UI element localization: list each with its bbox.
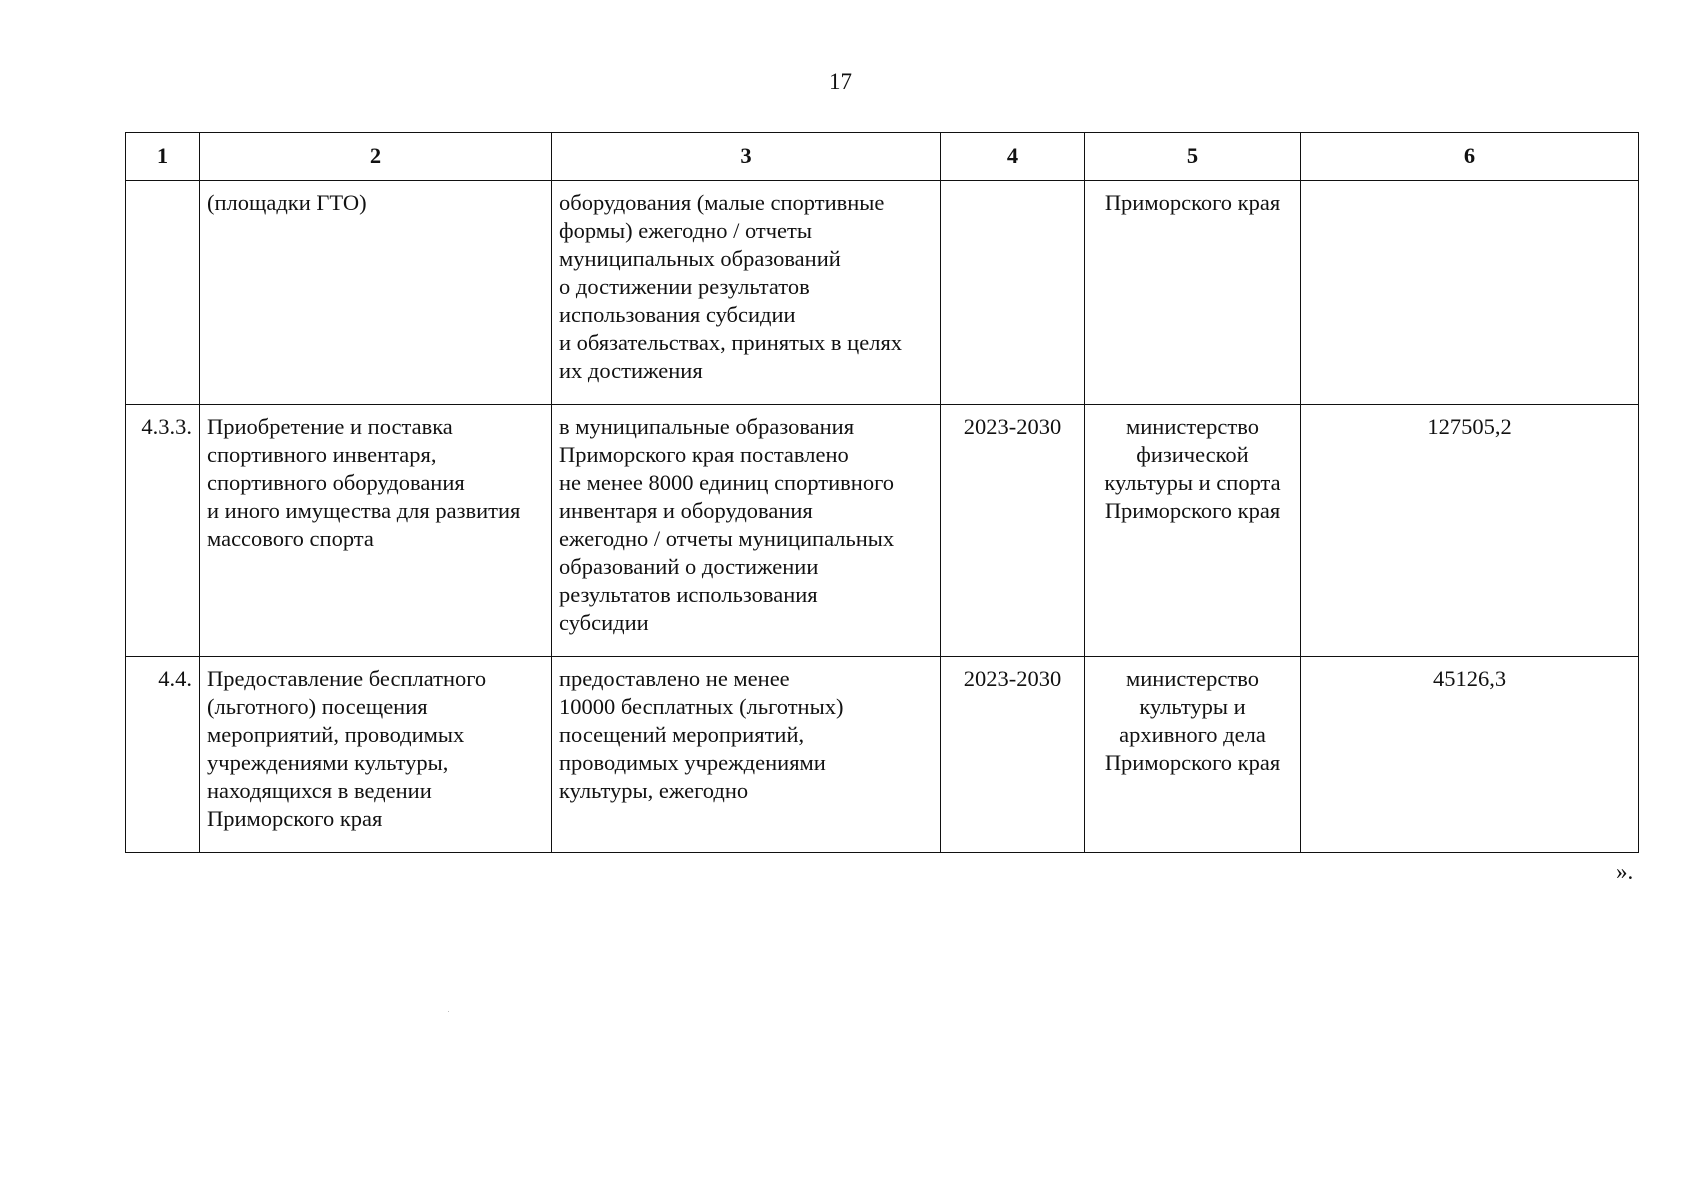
responsible-executor-cell-line: министерство — [1126, 666, 1259, 691]
result-description-cell-line: проводимых учреждениями — [559, 750, 826, 775]
result-description-cell-line: в муниципальные образования — [559, 414, 855, 439]
result-description-cell-line: инвентаря и оборудования — [559, 498, 813, 523]
activity-name-cell-line: Приобретение и поставка — [207, 414, 453, 439]
result-description-cell-line: оборудования (малые спортивные — [559, 190, 885, 215]
period-cell — [941, 181, 1085, 405]
responsible-executor-cell — [1085, 181, 1301, 405]
scan-artifact — [448, 1011, 449, 1012]
result-description-cell-line: результатов использования — [559, 582, 818, 607]
activity-name-cell-line: (льготного) посещения — [207, 694, 428, 719]
result-description-cell — [552, 181, 941, 405]
period-cell: 2023-2030 — [941, 657, 1085, 853]
activity-name-cell-line: и иного имущества для развития — [207, 498, 521, 523]
responsible-executor-cell-line: культуры и спорта — [1104, 470, 1281, 495]
result-description-cell-line: субсидии — [559, 610, 649, 635]
activity-name-cell-line: массового спорта — [207, 526, 374, 551]
activity-name-cell — [200, 181, 552, 405]
result-description-cell-line: посещений мероприятий, — [559, 722, 805, 747]
result-description-cell-line: ежегодно / отчеты муниципальных — [559, 526, 895, 551]
row-number-cell: 4.3.3. — [126, 405, 200, 657]
funding-amount-cell: 45126,3 — [1301, 657, 1639, 853]
funding-amount-cell: 127505,2 — [1301, 405, 1639, 657]
responsible-executor-cell — [1085, 405, 1301, 657]
activity-name-cell-line: Приморского края — [207, 806, 383, 831]
result-description-cell-line: формы) ежегодно / отчеты — [559, 218, 812, 243]
responsible-executor-cell — [1085, 657, 1301, 853]
activity-name-cell-line: спортивного оборудования — [207, 470, 465, 495]
result-description-cell-line: 10000 бесплатных (льготных) — [559, 694, 844, 719]
result-description-cell-line: культуры, ежегодно — [559, 778, 749, 803]
result-description-cell — [552, 657, 941, 853]
page-number: 17 — [829, 69, 852, 94]
table-row — [126, 181, 1639, 405]
responsible-executor-cell-line: физической — [1136, 442, 1249, 467]
activity-name-cell-line: учреждениями культуры, — [207, 750, 449, 775]
responsible-executor-cell-line: Приморского края — [1104, 190, 1281, 215]
column-header-5: 5 — [1085, 133, 1301, 181]
responsible-executor-cell-line: министерство — [1126, 414, 1259, 439]
result-description-cell-line: не менее 8000 единиц спортивного — [559, 470, 895, 495]
row-number-cell: 4.4. — [126, 657, 200, 853]
table-row — [126, 405, 1639, 657]
funding-amount-cell — [1301, 181, 1639, 405]
table-row — [126, 657, 1639, 853]
program-table — [125, 132, 1639, 853]
closing-quote-mark: ». — [1616, 859, 1634, 884]
column-header-3: 3 — [552, 133, 941, 181]
table-body — [126, 181, 1639, 853]
result-description-cell-line: образований о достижении — [559, 554, 819, 579]
activity-name-cell — [200, 657, 552, 853]
activity-name-cell-line: мероприятий, проводимых — [207, 722, 465, 747]
row-number-cell — [126, 181, 200, 405]
result-description-cell-line: использования субсидии — [559, 302, 796, 327]
table-header-row — [126, 133, 1639, 181]
result-description-cell — [552, 405, 941, 657]
activity-name-cell — [200, 405, 552, 657]
responsible-executor-cell-line: Приморского края — [1104, 750, 1281, 775]
result-description-cell-line: и обязательствах, принятых в целях — [559, 330, 903, 355]
result-description-cell-line: Приморского края поставлено — [559, 442, 849, 467]
result-description-cell-line: о достижении результатов — [559, 274, 810, 299]
responsible-executor-cell-line: Приморского края — [1104, 498, 1281, 523]
column-header-4: 4 — [941, 133, 1085, 181]
activity-name-cell-line: находящихся в ведении — [207, 778, 432, 803]
activity-name-cell-line: Предоставление бесплатного — [207, 666, 487, 691]
column-header-2: 2 — [200, 133, 552, 181]
result-description-cell-line: их достижения — [559, 358, 703, 383]
responsible-executor-cell-line: культуры и — [1139, 694, 1246, 719]
result-description-cell-line: муниципальных образований — [559, 246, 841, 271]
period-cell: 2023-2030 — [941, 405, 1085, 657]
column-header-6: 6 — [1301, 133, 1639, 181]
column-header-1: 1 — [126, 133, 200, 181]
result-description-cell-line: предоставлено не менее — [559, 666, 790, 691]
activity-name-cell-line: (площадки ГТО) — [207, 190, 367, 215]
activity-name-cell-line: спортивного инвентаря, — [207, 442, 437, 467]
responsible-executor-cell-line: архивного дела — [1119, 722, 1266, 747]
